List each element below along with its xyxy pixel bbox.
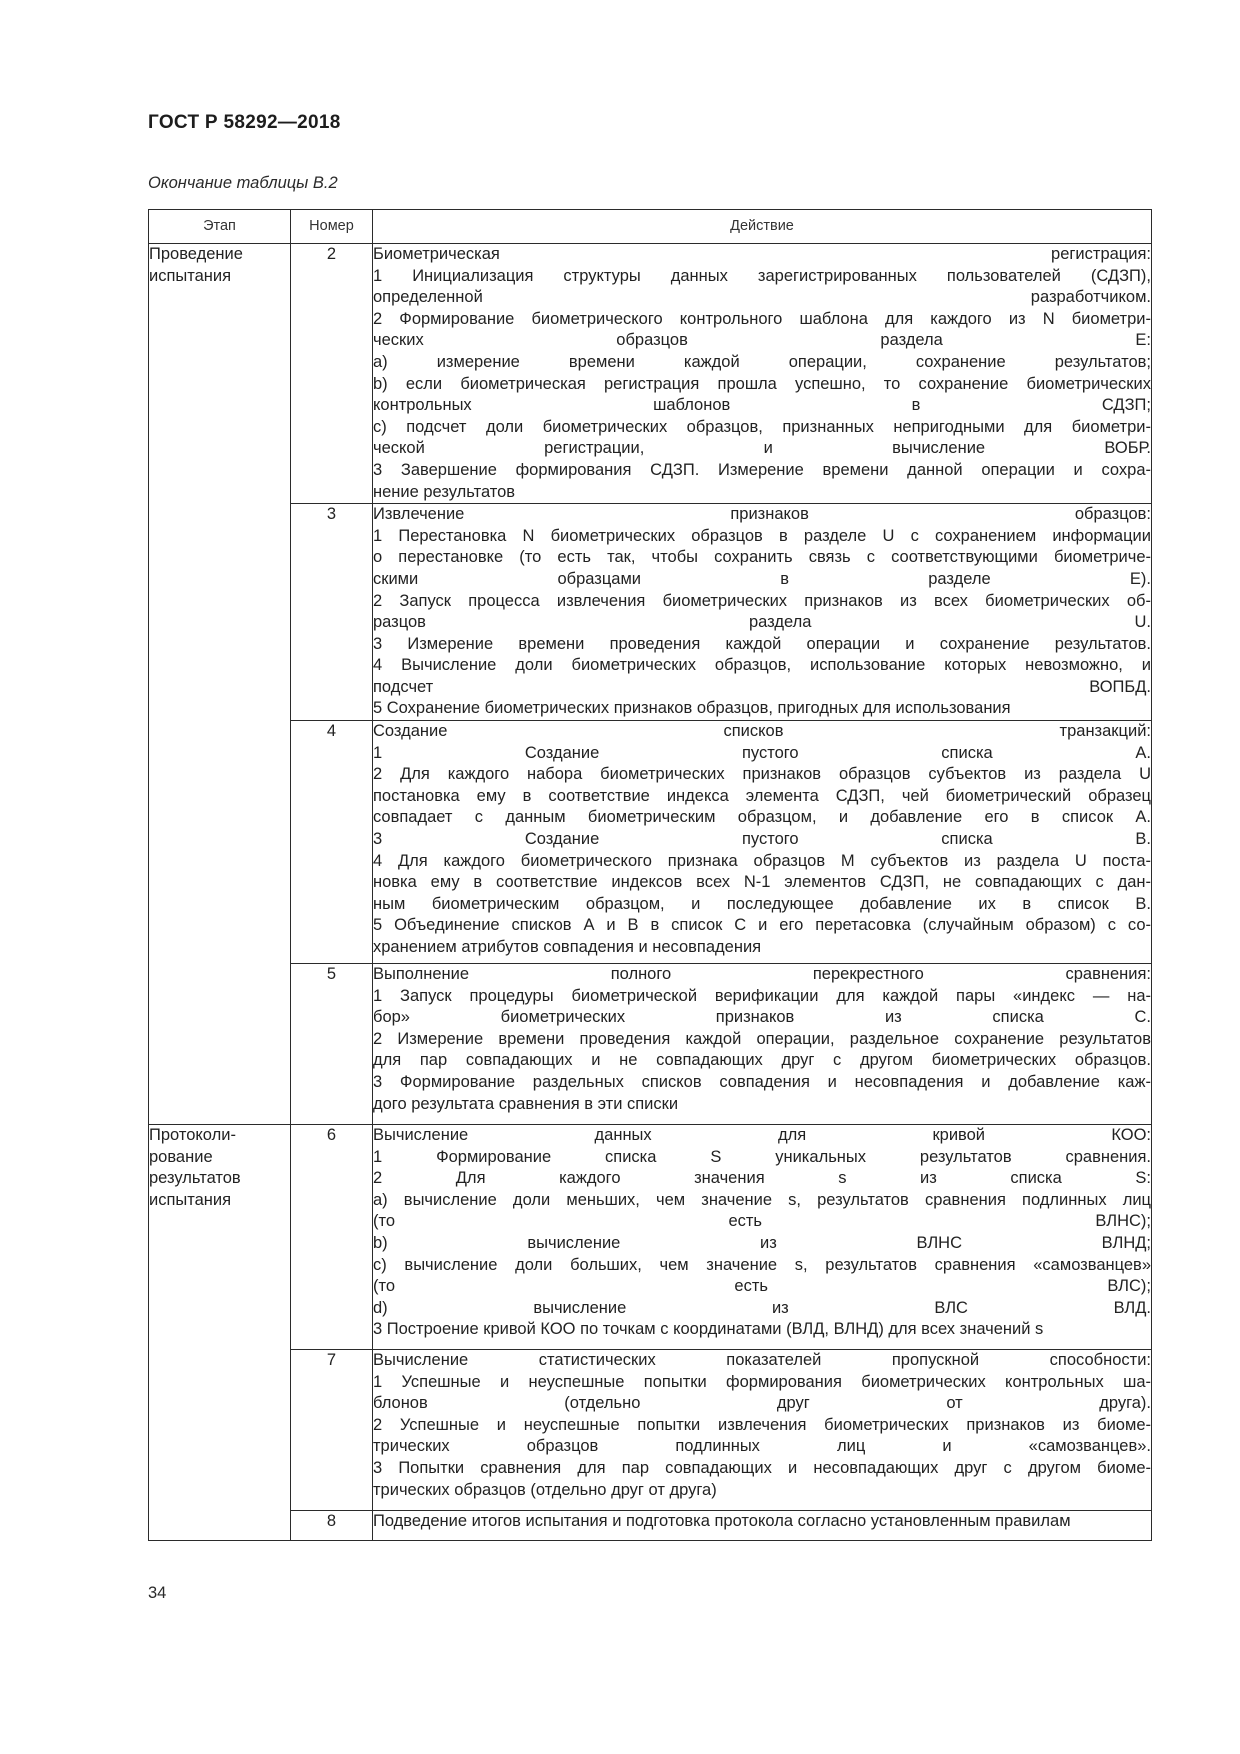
action-text-line: b) если биометрическая регистрация прошла успешно, то сохранение биометрических — [373, 374, 1151, 393]
action-text-line: (то есть ВЛС); — [373, 1277, 1151, 1296]
action-text-line: 3 Построение кривой КОО по точкам с координатами (ВЛД, ВЛНД) для всех значений s — [373, 1320, 1044, 1339]
action-text-line: 5 Сохранение биометрических признаков образцов, пригодных для использования — [373, 699, 1011, 718]
action-text-line: трических образцов (отдельно друг от друга) — [373, 1480, 717, 1499]
row-number: 7 — [291, 1350, 373, 1511]
action-text-line: о перестановке (то есть так, чтобы сохранить связь с соответствующими биометриче- — [373, 548, 1151, 567]
action-text-line: 2 Для каждого значения s из списка S: — [373, 1169, 1151, 1188]
stage-label: Проведение испытания — [149, 245, 243, 285]
action-text-line: нение результатов — [373, 482, 516, 501]
action-text-line: 1 Создание пустого списка А. — [373, 743, 1151, 762]
table-row — [149, 244, 1152, 504]
action-text-line: Вычисление статистических показателей пропускной способности: — [373, 1351, 1151, 1370]
action-text-line: блонов (отдельно друг от друга). — [373, 1394, 1151, 1413]
action-text-line: c) подсчет доли биометрических образцов, признанных непригодными для биометри- — [373, 417, 1151, 436]
action-text-line: 2 Измерение времени проведения каждой операции, раздельное сохранение результатов — [373, 1029, 1151, 1048]
action-text-line: 3 Создание пустого списка В. — [373, 830, 1151, 849]
stage-label: Протоколи- рование результатов испытания — [149, 1126, 241, 1209]
table-row — [149, 504, 1152, 721]
action-text-line: 5 Объединение списков А и В в список С и его перетасовка (случайным образом) с со- — [373, 916, 1151, 935]
action-text-line: определенной разработчиком. — [373, 288, 1151, 307]
action-text-line: скими образцами в разделе Е). — [373, 569, 1151, 588]
action-cell — [373, 504, 1152, 721]
table-row — [149, 721, 1152, 964]
action-text-line: b) вычисление из ВЛНС ВЛНД; — [373, 1234, 1151, 1253]
action-text-line: подсчет ВОПБД. — [373, 677, 1151, 696]
row-number: 6 — [291, 1125, 373, 1350]
action-cell — [373, 1511, 1152, 1541]
stage-cell-conducting — [149, 244, 291, 1125]
action-text-line: (то есть ВЛНС); — [373, 1212, 1151, 1231]
action-text-line: 2 Для каждого набора биометрических признаков образцов субъектов из раздела U — [373, 765, 1151, 784]
action-text-line: 1 Успешные и неуспешные попытки формирования биометрических контрольных ша- — [373, 1372, 1151, 1391]
stage-cell-reporting — [149, 1125, 291, 1541]
action-cell — [373, 721, 1152, 964]
table-caption: Окончание таблицы В.2 — [148, 174, 338, 192]
action-text-line: дого результата сравнения в эти списки — [373, 1094, 679, 1113]
action-text-line: контрольных шаблонов в СДЗП; — [373, 396, 1151, 415]
action-cell — [373, 964, 1152, 1125]
action-text-line: Создание списков транзакций: — [373, 722, 1151, 741]
action-text-line: a) вычисление доли меньших, чем значение s, результатов сравнения подлинных лиц — [373, 1190, 1151, 1209]
action-text-line: бор» биометрических признаков из списка С. — [373, 1008, 1151, 1027]
action-text-line: ческих образцов раздела Е: — [373, 331, 1151, 350]
action-cell — [373, 1350, 1152, 1511]
table-row — [149, 1350, 1152, 1511]
action-text-line: 1 Запуск процедуры биометрической верификации для каждой пары «индекс — на- — [373, 986, 1151, 1005]
action-text-line: Выполнение полного перекрестного сравнения: — [373, 965, 1151, 984]
action-text-line: разцов раздела U. — [373, 613, 1151, 632]
page-number: 34 — [148, 1584, 167, 1602]
action-text-line: 2 Формирование биометрического контрольного шаблона для каждого из N биометри- — [373, 309, 1151, 328]
action-text-line: 1 Инициализация структуры данных зарегистрированных пользователей (СДЗП), — [373, 266, 1151, 285]
row-number: 5 — [291, 964, 373, 1125]
column-header-number: Номер — [291, 210, 373, 244]
action-text-line: 1 Формирование списка S уникальных результатов сравнения. — [373, 1147, 1151, 1166]
action-text-line: d) вычисление из ВЛС ВЛД. — [373, 1298, 1151, 1317]
column-header-action: Действие — [373, 210, 1152, 244]
action-text-line: постановка ему в соответствие индекса элемента СДЗП, чей биометрический образец — [373, 786, 1151, 805]
action-text-line: Вычисление данных для кривой КОО: — [373, 1126, 1151, 1145]
action-text-line: для пар совпадающих и не совпадающих друг с другом биометрических образцов. — [373, 1051, 1151, 1070]
row-number: 4 — [291, 721, 373, 964]
action-text-line: 3 Завершение формирования СДЗП. Измерение времени данной операции и сохра- — [373, 460, 1151, 479]
action-text-line: c) вычисление доли больших, чем значение s, результатов сравнения «самозванцев» — [373, 1255, 1151, 1274]
action-text-line: a) измерение времени каждой операции, сохранение результатов; — [373, 352, 1151, 371]
action-text-line: Извлечение признаков образцов: — [373, 505, 1151, 524]
action-cell — [373, 1125, 1152, 1350]
document-code: ГОСТ Р 58292—2018 — [148, 112, 341, 133]
action-text-line: 2 Успешные и неуспешные попытки извлечения биометрических признаков из биоме- — [373, 1415, 1151, 1434]
table-header-row — [149, 210, 1152, 244]
action-text-line: 4 Для каждого биометрического признака образцов M субъектов из раздела U поста- — [373, 851, 1151, 870]
action-text-line: Биометрическая регистрация: — [373, 245, 1151, 263]
table-row — [149, 1125, 1152, 1350]
action-text-line: 4 Вычисление доли биометрических образцов, использование которых невозможно, и — [373, 656, 1151, 675]
column-header-stage: Этап — [149, 210, 291, 244]
action-text-line: ным биометрическим образцом, и последующее добавление их в список В. — [373, 894, 1151, 913]
action-cell — [373, 244, 1152, 504]
action-text-line: Подведение итогов испытания и подготовка протокола согласно установленным правилам — [373, 1512, 1071, 1531]
row-number: 3 — [291, 504, 373, 721]
action-text-line: хранением атрибутов совпадения и несовпадения — [373, 938, 762, 956]
action-text-line: 2 Запуск процесса извлечения биометрических признаков из всех биометрических об- — [373, 591, 1151, 610]
row-number: 8 — [291, 1511, 373, 1541]
action-text-line: новка ему в соответствие индексов всех N-1 элементов СДЗП, не совпадающих с дан- — [373, 873, 1151, 892]
action-text-line: 3 Измерение времени проведения каждой операции и сохранение результатов. — [373, 634, 1151, 653]
action-text-line: 3 Формирование раздельных списков совпадения и несовпадения и добавление каж- — [373, 1073, 1151, 1092]
action-text-line: трических образцов подлинных лиц и «самозванцев». — [373, 1437, 1151, 1456]
action-text-line: 3 Попытки сравнения для пар совпадающих и несовпадающих друг с другом биоме- — [373, 1459, 1151, 1478]
action-text-line: совпадает с данным биометрическим образцом, и добавление его в список А. — [373, 808, 1151, 827]
row-number: 2 — [291, 244, 373, 504]
action-text-line: ческой регистрации, и вычисление ВОБР. — [373, 439, 1151, 458]
table-row — [149, 1511, 1152, 1541]
action-text-line: 1 Перестановка N биометрических образцов в разделе U с сохранением информации — [373, 526, 1151, 545]
actions-table — [148, 209, 1152, 1541]
table-row — [149, 964, 1152, 1125]
